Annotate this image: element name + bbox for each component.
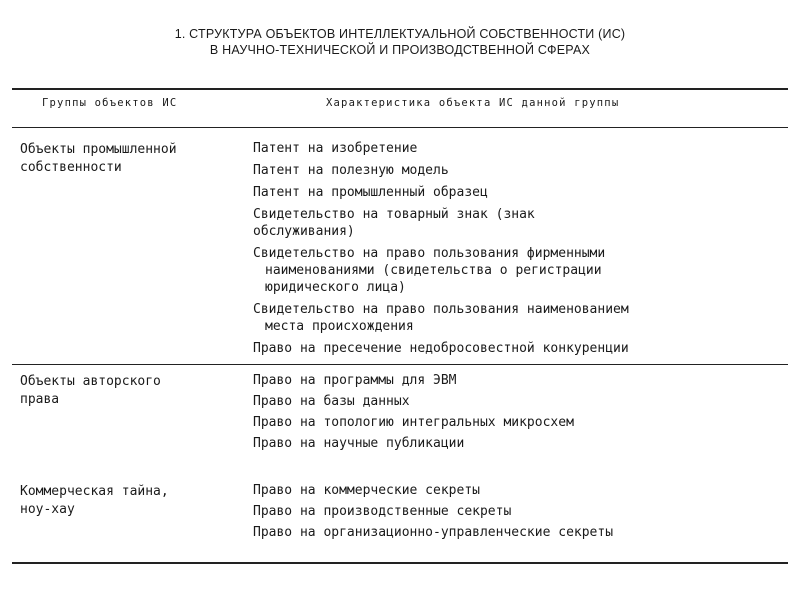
list-item [253, 482, 798, 499]
item-line: Свидетельство на право пользования наименованием [253, 302, 629, 317]
item-line: Право на научные публикации [253, 436, 465, 451]
item-line: Право на пресечение недобросовестной конкуренции [253, 341, 629, 356]
item-line: Право на программы для ЭВМ [253, 373, 457, 388]
list-item [253, 524, 798, 541]
group-industrial-property-name: Объекты промышленной собственности [20, 142, 177, 175]
list-item [253, 414, 798, 431]
item-line: Право на базы данных [253, 394, 410, 409]
item-line: Свидетельство на право пользования фирменными [253, 246, 606, 261]
title-line-2: В НАУЧНО-ТЕХНИЧЕСКОЙ И ПРОИЗВОДСТВЕННОЙ СФЕРАХ [209, 43, 591, 57]
list-item [253, 372, 798, 389]
item-line: Патент на полезную модель [253, 163, 449, 178]
table-header-rule [12, 127, 788, 128]
item-line: Право на производственные секреты [253, 504, 512, 519]
list-item [253, 435, 798, 452]
item-line: Патент на изобретение [253, 141, 418, 156]
list-item [253, 503, 798, 520]
group-industrial-property-items [253, 140, 798, 357]
item-line: Право на топологию интегральных микросхем [253, 415, 574, 430]
list-item [253, 162, 798, 179]
list-item [253, 206, 798, 240]
page-title [0, 26, 800, 58]
list-item [253, 245, 798, 296]
item-line-continuation: наименованиями (свидетельства о регистрации [265, 263, 602, 278]
item-line: Патент на промышленный образец [253, 185, 488, 200]
list-item [253, 301, 798, 335]
title-line-1: 1. СТРУКТУРА ОБЪЕКТОВ ИНТЕЛЛЕКТУАЛЬНОЙ СОБСТВЕННОСТИ (ИС) [174, 27, 626, 41]
item-line: Свидетельство на товарный знак (знак [253, 207, 535, 222]
group-copyright-name: Объекты авторского права [20, 374, 161, 407]
header-characteristic-column: Характеристика объекта ИС данной группы [326, 97, 620, 109]
table-top-rule [12, 88, 788, 90]
table-bottom-rule [12, 562, 788, 564]
item-line-continuation: места происхождения [265, 319, 414, 334]
list-item [253, 393, 798, 410]
group-divider-rule [12, 364, 788, 365]
item-line: Право на организационно-управленческие секреты [253, 525, 614, 540]
group-trade-secret-name: Коммерческая тайна, ноу-хау [20, 484, 169, 517]
item-line-continuation: обслуживания) [253, 224, 355, 239]
group-trade-secret-items [253, 482, 798, 541]
list-item [253, 184, 798, 201]
list-item [253, 340, 798, 357]
group-copyright-items [253, 372, 798, 452]
list-item [253, 140, 798, 157]
item-line: Право на коммерческие секреты [253, 483, 480, 498]
item-line-continuation: юридического лица) [265, 280, 406, 295]
header-group-column: Группы объектов ИС [42, 97, 178, 109]
